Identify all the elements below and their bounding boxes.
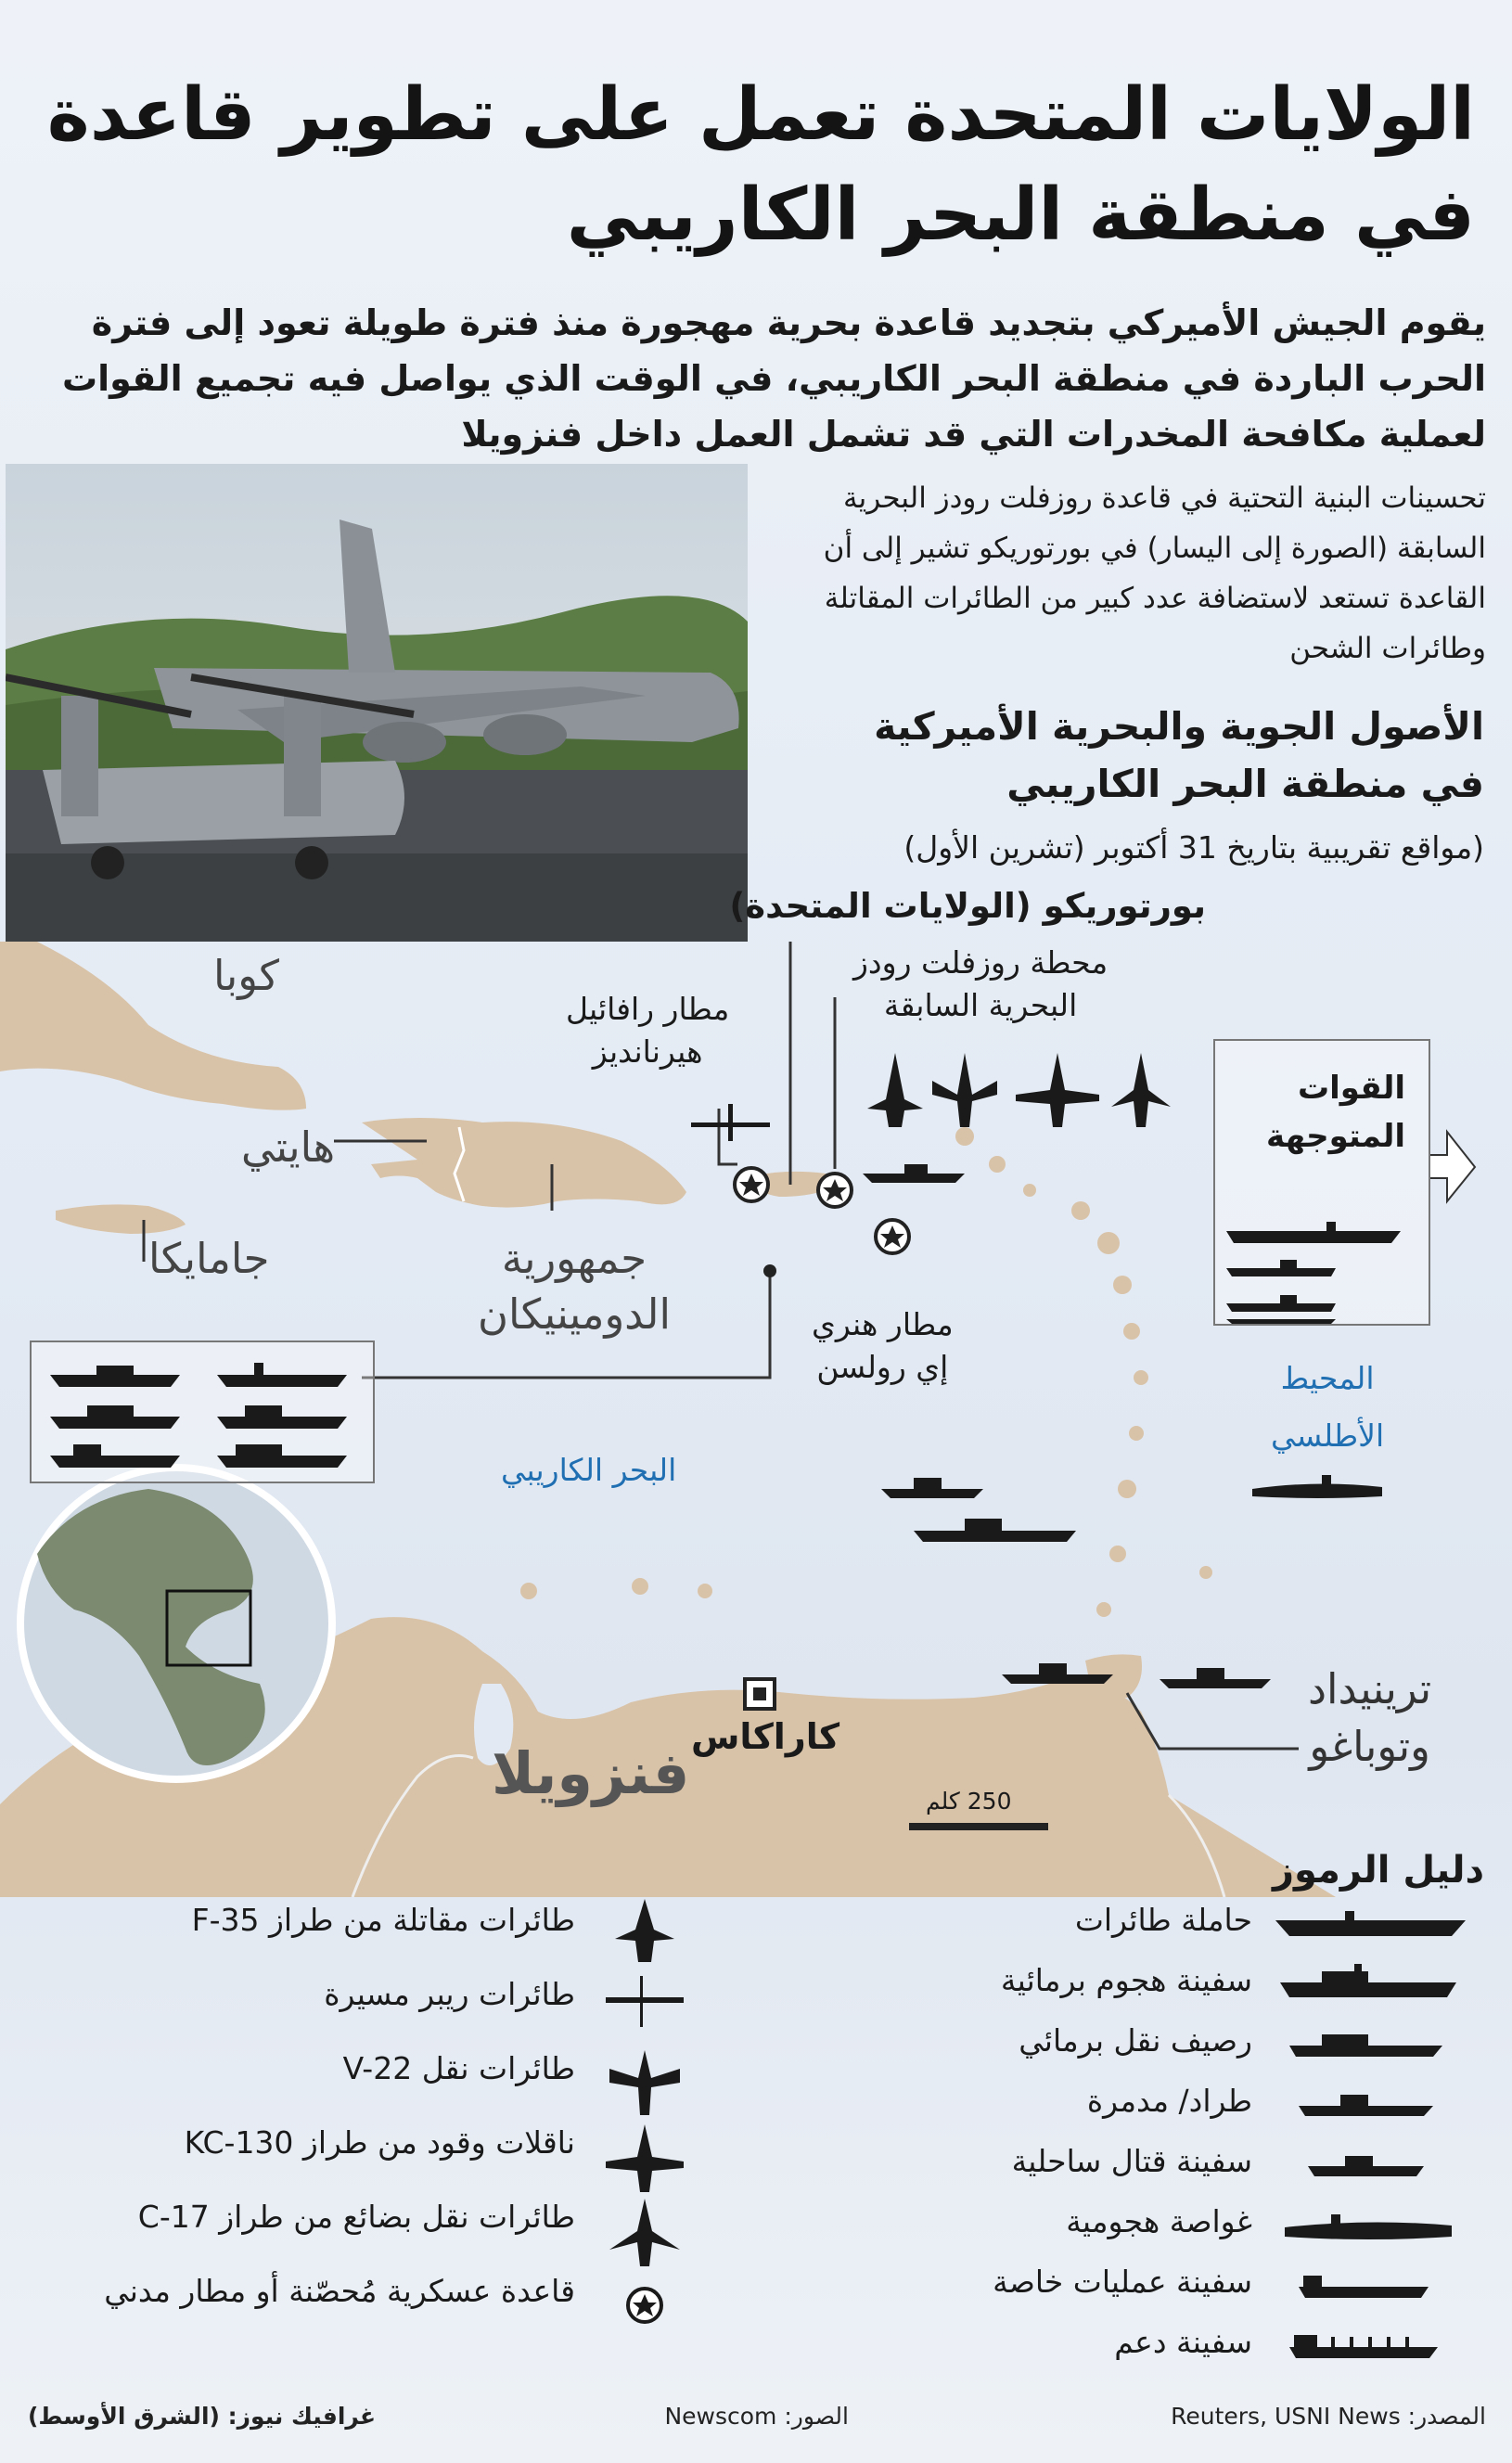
cruiser-destroyer-icon <box>1299 2095 1433 2116</box>
graphic-credit: غرافيك نيوز: (الشرق الأوسط) <box>28 2403 377 2430</box>
assets-title <box>779 698 1484 813</box>
atlantic-label <box>1271 1350 1384 1465</box>
dominican-republic-label <box>478 1231 671 1342</box>
reaper-drone-icon <box>606 1976 684 2027</box>
jamaica-label: جامايكا <box>148 1234 270 1283</box>
legend-ship-label-6: سفينة عمليات خاصة <box>993 2264 1252 2300</box>
henry-line-1: مطار هنري <box>812 1306 954 1342</box>
support-ship-icon <box>1289 2335 1438 2358</box>
title-line-2: في منطقة البحر الكاريبي <box>566 173 1475 257</box>
legend-aircraft-icons <box>598 1897 691 2324</box>
trinidad-tobago-label <box>1308 1661 1431 1776</box>
roosevelt-line-1: محطة روزفلت رودز <box>853 944 1108 981</box>
intro-text: يقوم الجيش الأميركي بتجديد قاعدة بحرية مهجورة منذ فترة طويلة تعود إلى فترة الحرب الباردة في منطقة البحر الكاريبي، في الوقت الذي يواصل فيه تجميع القوات لعملية مكافحة المخدرات التي قد تشمل العمل داخل فنزويلا <box>61 302 1486 455</box>
kc130-tanker-icon <box>606 2124 684 2192</box>
base-star-icon <box>628 2289 661 2322</box>
globe-inset <box>20 1468 332 1779</box>
scale-label: 250 كلم <box>926 1788 1012 1815</box>
rafael-airport-label <box>566 988 729 1073</box>
legend-ship-label-2: رصيف نقل برمائي <box>1019 2022 1252 2059</box>
legend-ship-label-0: حاملة طائرات <box>1074 1902 1252 1938</box>
amphibious-transport-dock-icon <box>1289 2034 1442 2057</box>
legend-aircraft-label-5: قاعدة عسكرية مُحصّنة أو مطار مدني <box>104 2273 575 2309</box>
hispaniola-land <box>362 1118 686 1208</box>
legend-aircraft-label-4: طائرات نقل بضائع من طراز C-17 <box>137 2199 575 2235</box>
legend-aircraft-label-2: طائرات نقل V-22 <box>342 2050 575 2086</box>
amphibious-assault-ship-icon <box>1280 1964 1456 1997</box>
atlantic-line-1: المحيط <box>1280 1360 1375 1396</box>
heading-forces-line-1: القوات <box>1297 1070 1405 1107</box>
legend-aircraft-label-1: طائرات ريبر مسيرة <box>324 1976 575 2012</box>
heading-forces-line-2: المتوجهة <box>1266 1118 1405 1155</box>
henry-line-2: إي رولسن <box>816 1349 949 1385</box>
caracas-label: كاراكاس <box>691 1716 840 1757</box>
source-credit: المصدر: Reuters, USNI News <box>1171 2403 1486 2430</box>
venezuela-label: فنزويلا <box>492 1739 690 1807</box>
roosevelt-roads-label <box>853 942 1108 1027</box>
puerto-rico-land <box>756 1172 839 1197</box>
legend-ship-label-4: سفينة قتال ساحلية <box>1011 2143 1252 2179</box>
photos-credit: الصور: Newscom <box>664 2403 849 2430</box>
attack-submarine-icon <box>1285 2214 1452 2239</box>
aircraft-photo <box>6 464 748 942</box>
v22-osprey-icon <box>609 2050 680 2115</box>
heading-forces-ships <box>1215 1041 1429 1324</box>
caribbean-map <box>0 942 1512 1897</box>
atlantic-line-2: الأطلسي <box>1271 1418 1385 1454</box>
legend-ship-icons <box>1266 1897 1489 2380</box>
legend-ship-label-3: طراد/ مدمرة <box>1086 2083 1252 2119</box>
legend-title: دليل الرموز <box>1273 1849 1484 1892</box>
ships-group-box <box>30 1341 375 1483</box>
c17-transport-icon <box>609 2199 680 2266</box>
littoral-combat-ship-icon <box>1308 2156 1424 2176</box>
henry-airport-label <box>812 1303 954 1389</box>
rafael-line-1: مطار رافائيل <box>566 991 730 1027</box>
photo-caption: تحسينات البنية التحتية في قاعدة روزفلت رودز البحرية السابقة (الصورة إلى اليسار) في بورتوريكو تشير إلى أن القاعدة تستعد لاستضافة عدد كبير من الطائرات المقاتلة وطائرات الشحن <box>823 481 1486 665</box>
heading-forces-box <box>1213 1039 1430 1326</box>
puerto-rico-label: بورتوريكو (الولايات المتحدة) <box>729 886 1206 926</box>
caribbean-sea-label: البحر الكاريبي <box>501 1452 677 1488</box>
cuba-label: كوبا <box>213 951 279 1000</box>
roosevelt-line-2: البحرية السابقة <box>883 987 1078 1023</box>
legend-ship-label-7: سفينة دعم <box>1114 2324 1252 2360</box>
dominican-line-1: جمهورية <box>501 1234 647 1283</box>
legend-aircraft-label-0: طائرات مقاتلة من طراز F-35 <box>191 1902 575 1938</box>
ships-group-icons <box>32 1342 373 1482</box>
trinidad-line-1: ترينيداد <box>1308 1664 1432 1713</box>
assets-subtitle: (مواقع تقريبية بتاريخ 31 أكتوبر (تشرين الأول) <box>903 829 1484 866</box>
f35-fighter-icon <box>615 1899 674 1962</box>
legend <box>0 1849 1512 2417</box>
legend-ship-label-1: سفينة هجوم برمائية <box>1000 1962 1252 1998</box>
rafael-line-2: هيرنانديز <box>592 1033 703 1070</box>
haiti-label: هايتي <box>241 1122 336 1172</box>
assets-title-line-1: الأصول الجوية والبحرية الأميركية <box>874 704 1484 749</box>
trinidad-line-2: وتوباغو <box>1309 1722 1430 1771</box>
jamaica-land <box>56 1204 186 1234</box>
page-title <box>28 65 1475 265</box>
aircraft-carrier-icon <box>1275 1911 1466 1936</box>
assets-title-line-2: في منطقة البحر الكاريبي <box>1006 762 1484 806</box>
special-operations-ship-icon <box>1299 2276 1429 2298</box>
title-line-1: الولايات المتحدة تعمل على تطوير قاعدة <box>46 73 1475 157</box>
dominican-line-2: الدومينيكان <box>478 1289 672 1339</box>
legend-aircraft-label-3: ناقلات وقود من طراز KC-130 <box>184 2124 575 2161</box>
legend-ship-label-5: غواصة هجومية <box>1066 2203 1252 2239</box>
